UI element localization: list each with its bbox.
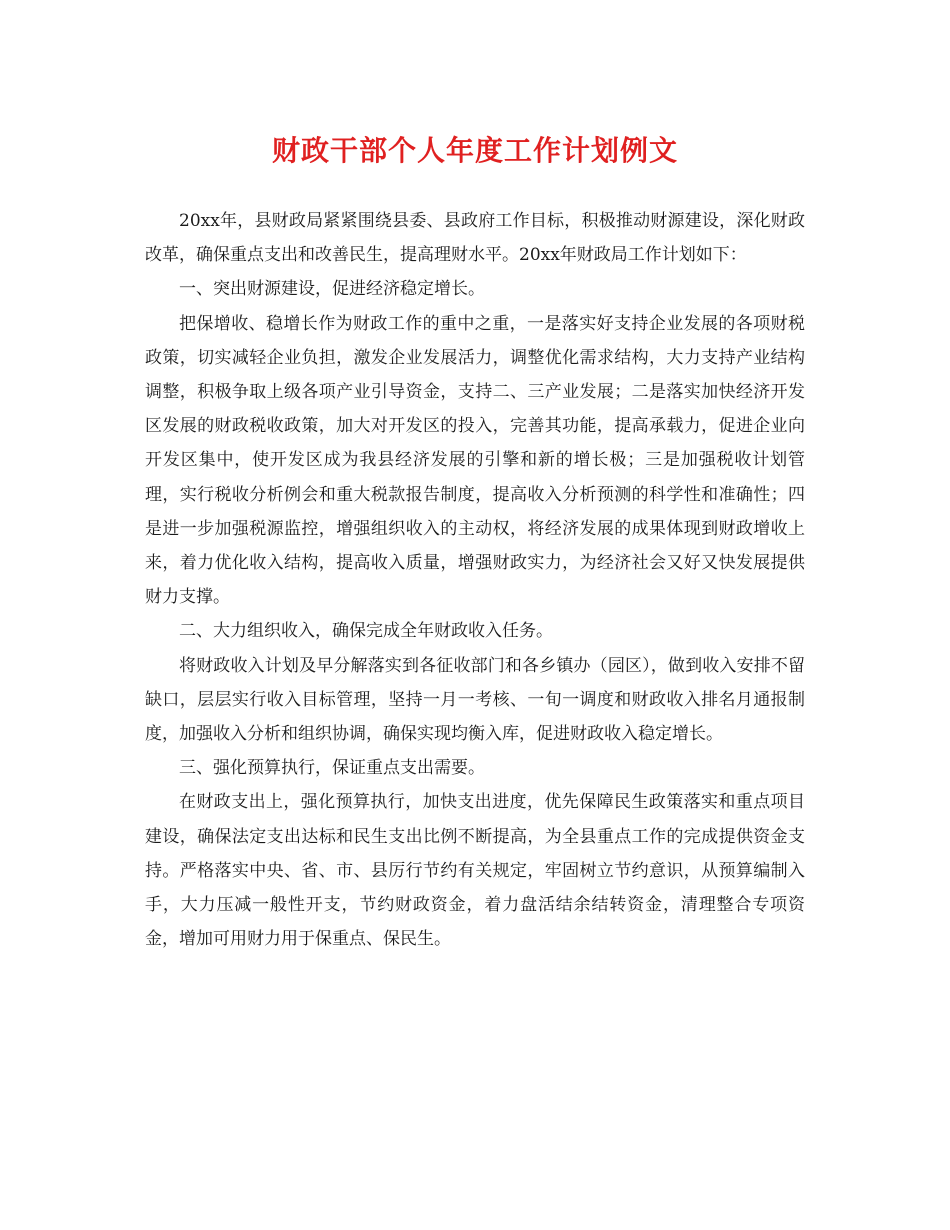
section-heading-1: 一、突出财源建设，促进经济稳定增长。 <box>179 279 485 300</box>
document-body <box>145 204 805 956</box>
document-title: 财政干部个人年度工作计划例文 <box>271 134 678 167</box>
paragraph-intro: 20xx年，县财政局紧紧围绕县委、县政府工作目标，积极推动财源建设，深化财政改革，确保重点支出和改善民生，提高理财水平。20xx年财政局工作计划如下： <box>145 211 805 266</box>
paragraph-section-1: 把保增收、稳增长作为财政工作的重中之重，一是落实好支持企业发展的各项财税政策，切实减轻企业负担，激发企业发展活力，调整优化需求结构，大力支持产业结构调整，积极争取上级各项产业引导资金，支持二、三产业发展；二是落实加快经济开发区发展的财政税收政策，加大对开发区的投入，完善其功能，提高承载力，促进企业向开发区集中，使开发区成为我县经济发展的引擎和新的增长极；三是加强税收计划管理，实行税收分析例会和重大税款报告制度，提高收入分析预测的科学性和准确性；四是进一步加强税源监控，增强组织收入的主动权，将经济发展的成果体现到财政增收上来，着力优化收入结构，提高收入质量，增强财政实力，为经济社会又好又快发展提供财力支撑。 <box>145 313 805 608</box>
section-heading-3: 三、强化预算执行，保证重点支出需要。 <box>179 758 485 779</box>
paragraph-section-3: 在财政支出上，强化预算执行，加快支出进度，优先保障民生政策落实和重点项目建设，确保法定支出达标和民生支出比例不断提高，为全县重点工作的完成提供资金支持。严格落实中央、省、市、县厉行节约有关规定，牢固树立节约意识，从预算编制入手，大力压减一般性开支，节约财政资金，着力盘活结余结转资金，清理整合专项资金，增加可用财力用于保重点、保民生。 <box>145 792 805 950</box>
paragraph-section-2: 将财政收入计划及早分解落实到各征收部门和各乡镇办（园区），做到收入安排不留缺口，层层实行收入目标管理，坚持一月一考核、一旬一调度和财政收入排名月通报制度，加强收入分析和组织协调，确保实现均衡入库，促进财政收入稳定增长。 <box>145 655 805 745</box>
section-heading-2: 二、大力组织收入，确保完成全年财政收入任务。 <box>179 621 553 642</box>
